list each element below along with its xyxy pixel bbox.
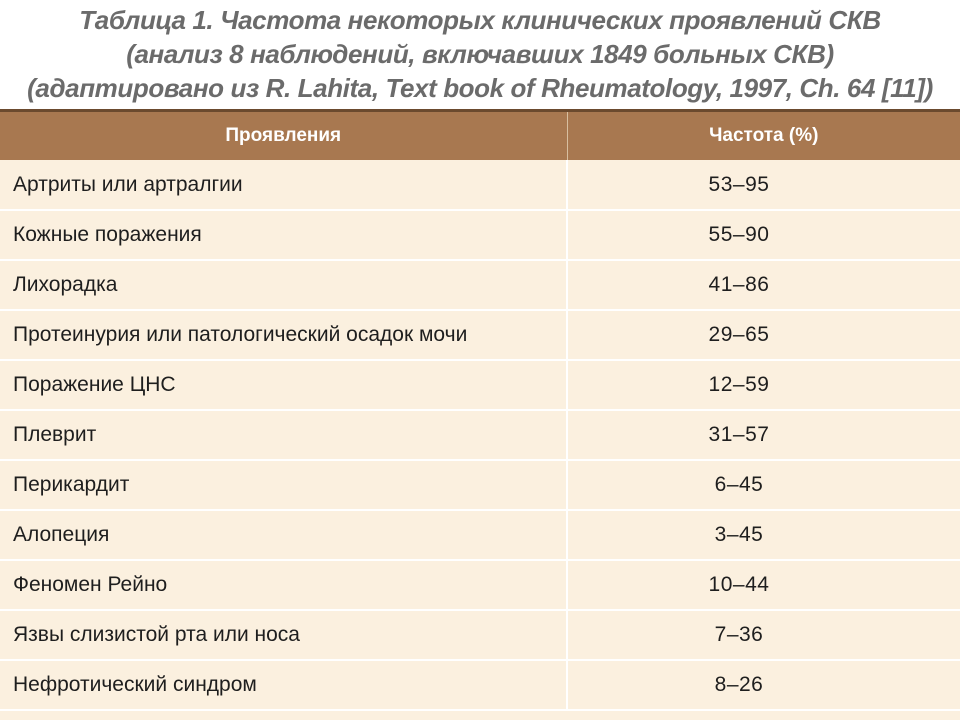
manifestation-cell: Поражение ЦНС	[0, 360, 567, 410]
manifestation-cell: Кожные поражения	[0, 210, 567, 260]
table-header-row	[0, 112, 960, 160]
table-row	[0, 410, 960, 460]
table-row	[0, 510, 960, 560]
column-header-manifestations: Проявления	[0, 112, 567, 160]
manifestation-cell: Артриты или артралгии	[0, 160, 567, 210]
manifestation-cell: Перикардит	[0, 460, 567, 510]
frequency-cell: 7–36	[567, 610, 960, 660]
frequency-cell: 53–95	[567, 160, 960, 210]
manifestation-cell: Нефротический синдром	[0, 660, 567, 710]
table-row	[0, 610, 960, 660]
manifestation-cell: Феномен Рейно	[0, 560, 567, 610]
table-row	[0, 560, 960, 610]
frequency-cell: 29–65	[567, 310, 960, 360]
manifestation-cell: Протеинурия или патологический осадок мочи	[0, 310, 567, 360]
table-row	[0, 460, 960, 510]
table-row	[0, 310, 960, 360]
manifestations-table	[0, 112, 960, 711]
caption-title: Таблица 1. Частота некоторых клинических проявлений СКВ	[79, 5, 881, 35]
column-header-frequency: Частота (%)	[567, 112, 960, 160]
frequency-cell: 10–44	[567, 560, 960, 610]
data-table-container	[0, 109, 960, 720]
table-row	[0, 360, 960, 410]
manifestation-cell: Алопеция	[0, 510, 567, 560]
table-row	[0, 660, 960, 710]
frequency-cell: 6–45	[567, 460, 960, 510]
frequency-cell: 31–57	[567, 410, 960, 460]
manifestation-cell: Лихорадка	[0, 260, 567, 310]
table-caption	[0, 0, 960, 104]
frequency-cell: 8–26	[567, 660, 960, 710]
frequency-cell: 41–86	[567, 260, 960, 310]
caption-source: (адаптировано из R. Lahita, Text book of Rheumatology, 1997, Ch. 64 [11])	[27, 73, 933, 103]
table-row	[0, 160, 960, 210]
frequency-cell: 3–45	[567, 510, 960, 560]
frequency-cell: 12–59	[567, 360, 960, 410]
table-row	[0, 210, 960, 260]
manifestation-cell: Язвы слизистой рта или носа	[0, 610, 567, 660]
table-row	[0, 260, 960, 310]
caption-subtitle: (анализ 8 наблюдений, включавших 1849 больных СКВ)	[126, 39, 834, 69]
manifestation-cell: Плеврит	[0, 410, 567, 460]
frequency-cell: 55–90	[567, 210, 960, 260]
